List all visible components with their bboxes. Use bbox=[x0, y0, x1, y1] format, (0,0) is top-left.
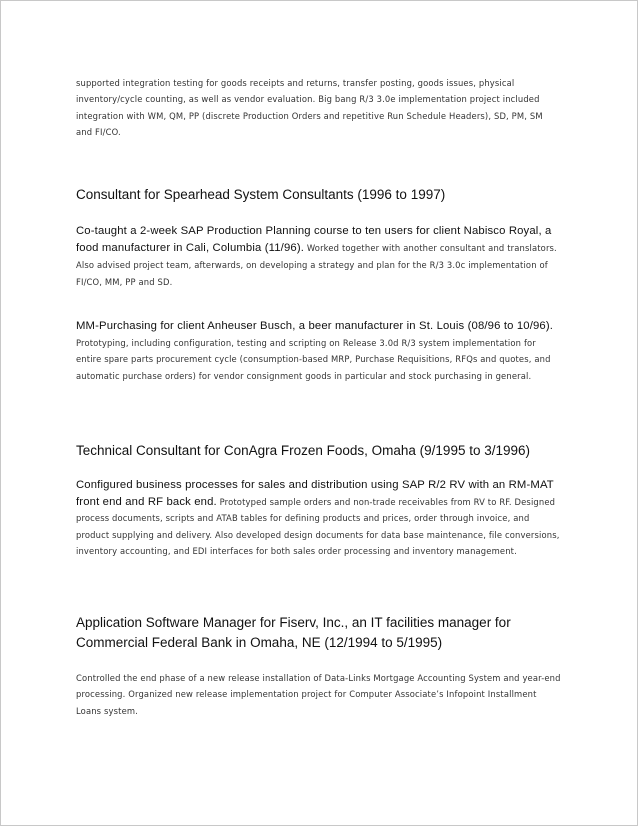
section-heading-fiserv: Application Software Manager for Fiserv, Inc., an IT facilities manager for Commercial Federal Bank in Omaha, NE (12/1994 to 5/1995) bbox=[76, 615, 511, 650]
conagra-item bbox=[76, 477, 561, 560]
section-heading-conagra: Technical Consultant for ConAgra Frozen Foods, Omaha (9/1995 to 3/1996) bbox=[76, 443, 531, 458]
item-body: Prototyped sample orders and non-trade receivables from RV to RF. Designed process documents, scripts and ATAB tables for defining products and prices, order through invoice, and product supplying and delivery. Also developed design documents for data base maintenance, file conversions, inventory accounting, and EDI interfaces for both sales order processing and inventory management. bbox=[76, 496, 560, 556]
item-body: Prototyping, including configuration, testing and scripting on Release 3.0d R/3 system implementation for entire spare parts procurement cycle (consumption-based MRP, Purchase Requisitions, RFQs and quotes, and automatic purchase orders) for vendor consignment goods in particular and stock purchasing in general. bbox=[76, 337, 551, 381]
item-lead: Co-taught a 2-week SAP Production Planning course to ten users for client Nabisco Royal, a food manufacturer in Cali, Columbia (11/96). bbox=[76, 225, 552, 254]
item-lead: MM-Purchasing for client Anheuser Busch, a beer manufacturer in St. Louis (08/96 to 10/96). bbox=[76, 320, 554, 332]
fiserv-item-body: Controlled the end phase of a new release installation of Data-Links Mortgage Accounting System and year-end processing. Organized new release implementation project for Computer Associate’s Infopoint Installment Loans system. bbox=[76, 673, 561, 716]
intro-paragraph: supported integration testing for goods receipts and returns, transfer posting, goods issues, physical inventory/cycle counting, as well as vendor evaluation. Big bang R/3 3.0e implementation project included integration with WM, QM, PP (discrete Production Orders and repetitive Run Schedule Headers), SD, PM, SM and FI/CO. bbox=[76, 78, 543, 137]
section-heading-spearhead: Consultant for Spearhead System Consultants (1996 to 1997) bbox=[76, 187, 446, 202]
item-body: Worked together with another consultant and translators. Also advised project team, afterwards, on developing a strategy and plan for the R/3 3.0c implementation of FI/CO, MM, PP and SD. bbox=[76, 243, 557, 287]
spearhead-item-nabisco bbox=[76, 223, 561, 290]
item-lead: Configured business processes for sales and distribution using SAP R/2 RV with an RM-MAT front end and RF back end. bbox=[76, 479, 554, 508]
spearhead-item-anheuser bbox=[76, 318, 561, 384]
